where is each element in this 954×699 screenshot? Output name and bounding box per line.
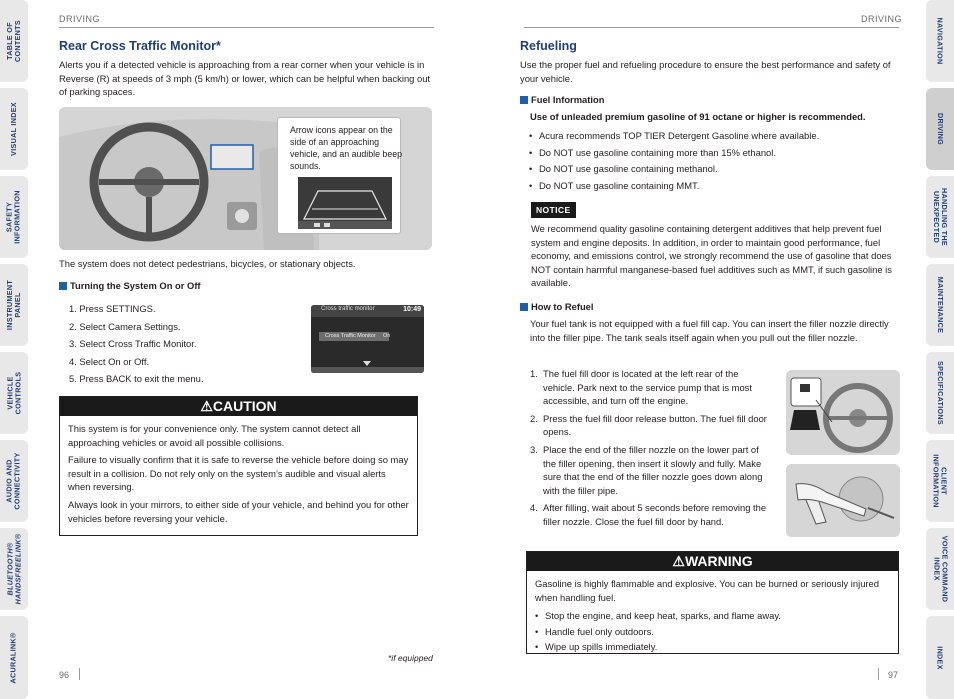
refuel-step-text: Place the end of the filler nozzle on the lower part of the filler opening, then insert it slowly and fully. Make sure that the end of the filler nozzle goes down along with the filler pipe. (543, 443, 763, 496)
footnote: *if equipped (388, 653, 433, 663)
left-tab-2[interactable] (0, 176, 28, 258)
fuel-info-subhead-text: Fuel Information (531, 94, 605, 105)
caution-paragraph: This system is for your convenience only. The system cannot detect all approaching vehicles or avoid all possible collisions. (68, 423, 361, 448)
how-to-refuel-intro: Your fuel tank is not equipped with a fuel fill cap. You can insert the filler nozzle directly into the filler pipe. The tank seals itself again when you pull out the filler nozzle. (530, 318, 889, 343)
right-tab-label: INDEX (936, 645, 945, 670)
right-tab-label: MAINTENANCE (936, 276, 945, 334)
refuel-step (530, 443, 768, 497)
rctm-callout (277, 117, 401, 234)
refuel-step-number: 2. (530, 412, 538, 424)
how-to-refuel-subhead (520, 301, 594, 312)
right-tab-label: DRIVING (936, 112, 945, 146)
left-tab-label: VISUAL INDEX (9, 102, 19, 156)
screen-title: Cross traffic monitor (321, 306, 375, 312)
left-tab-7[interactable] (0, 616, 28, 699)
fuel-door-button-image (786, 370, 900, 455)
warning-bullet: • Wipe up spills immediately. (535, 639, 890, 654)
warning-bullets (535, 608, 890, 654)
turning-step: 2. Select Camera Settings. (69, 320, 181, 332)
turning-steps (69, 300, 203, 388)
refueling-title: Refueling (520, 39, 577, 53)
right-tab-1[interactable] (926, 88, 954, 170)
filler-nozzle-image (786, 464, 900, 537)
rctm-title: Rear Cross Traffic Monitor* (59, 39, 221, 53)
caution-paragraph: Always look in your mirrors, to either side of your vehicle, and behind you for other vehicles before reversing your vehicle. (68, 498, 409, 524)
right-tab-4[interactable] (926, 352, 954, 434)
screen-value: On (383, 333, 391, 339)
warning-label: ⚠WARNING (527, 552, 898, 571)
fuel-recommendation: Use of unleaded premium gasoline of 91 octane or higher is recommended. (530, 111, 866, 122)
turning-step: 3. Select Cross Traffic Monitor. (69, 338, 197, 350)
fuel-bullets (529, 128, 819, 194)
right-tab-6[interactable] (926, 528, 954, 610)
turning-step: 4. Select On or Off. (69, 355, 150, 367)
nozzle-illustration (786, 464, 900, 537)
refuel-step-text: After filling, wait about 5 seconds before removing the filler nozzle. Close the fuel fill door by hand. (543, 502, 767, 527)
right-page-number: 97 (888, 670, 899, 680)
settings-screen-image (311, 305, 424, 373)
fuel-bullet: • Do NOT use gasoline containing methanol. (529, 161, 819, 178)
right-tab-label: HANDLING THE UNEXPECTED (932, 188, 949, 246)
left-tab-label: VEHICLE CONTROLS (5, 371, 23, 415)
left-tab-4[interactable] (0, 352, 28, 434)
left-tab-label: INSTRUMENT PANEL (5, 279, 22, 331)
fuel-bullet: • Do NOT use gasoline containing MMT. (529, 178, 819, 195)
section-marker-icon (59, 282, 67, 290)
left-tab-label: SAFETY INFORMATION (5, 190, 23, 244)
warning-body (527, 571, 898, 654)
warning-bullet: • Stop the engine, and keep heat, sparks, and flame away. (535, 608, 890, 623)
refuel-steps (530, 367, 768, 533)
caution-body (60, 416, 417, 525)
rear-camera-view (298, 177, 392, 229)
no-detect-note: The system does not detect pedestrians, bicycles, or stationary objects. (59, 258, 356, 269)
left-tab-label: BLUETOOTH® HANDSFREELINK® (5, 533, 22, 605)
right-section-tabs (926, 0, 954, 699)
section-marker-icon (520, 303, 528, 311)
rctm-intro: Alerts you if a detected vehicle is approaching from a rear corner when your vehicle is in Reverse (R) at speeds of 3 mph (5 km/h) or lower, which can be helpful when backing out of parking spaces. (59, 59, 431, 98)
how-to-refuel-subhead-text: How to Refuel (531, 301, 594, 312)
right-tab-label: SPECIFICATIONS (936, 361, 945, 425)
right-page-divider (878, 668, 879, 680)
left-tab-label: AUDIO AND CONNECTIVITY (5, 452, 22, 510)
refuel-step (530, 367, 768, 408)
refuel-step-number: 1. (530, 368, 538, 379)
left-tab-5[interactable] (0, 440, 28, 522)
turning-step: 1. Press SETTINGS. (69, 303, 156, 314)
scroll-down-icon (363, 361, 371, 366)
left-running-head: DRIVING (59, 14, 101, 24)
refuel-step-number: 4. (530, 502, 538, 514)
callout-text: Arrow icons appear on the side of an approaching vehicle, and an audible beep sounds. (290, 125, 403, 171)
fuel-door-illustration (786, 370, 900, 455)
fuel-bullet: • Do NOT use gasoline containing more than 15% ethanol. (529, 145, 819, 162)
left-header-rule (59, 27, 434, 28)
refueling-intro: Use the proper fuel and refueling procedure to ensure the best performance and safety of your vehicle. (520, 59, 891, 84)
refuel-step (530, 501, 768, 528)
left-tab-3[interactable] (0, 264, 28, 346)
right-running-head: DRIVING (861, 14, 903, 24)
left-tab-1[interactable] (0, 88, 28, 170)
section-marker-icon (520, 96, 528, 104)
left-tab-label: TABLE OF CONTENTS (5, 20, 22, 62)
fuel-info-subhead (520, 94, 604, 105)
fuel-bullet: • Acura recommends TOP TIER Detergent Gasoline where available. (529, 128, 819, 145)
warning-box (526, 551, 899, 654)
right-tab-5[interactable] (926, 440, 954, 522)
right-tab-label: CLIENT INFORMATION (932, 454, 950, 508)
right-tab-7[interactable] (926, 616, 954, 699)
warning-bullet: • Handle fuel only outdoors. (535, 624, 890, 639)
left-section-tabs (0, 0, 28, 699)
right-tab-2[interactable] (926, 176, 954, 258)
refuel-step-number: 3. (530, 443, 538, 455)
refuel-step-text: The fuel fill door is located at the left rear of the vehicle. Park next to the service pump that is most accessible, and turn off the engine. (543, 368, 752, 407)
turning-step: 5. Press BACK to exit the menu. (69, 373, 204, 385)
left-tab-label: ACURALINK® (9, 631, 18, 684)
notice-text: We recommend quality gasoline containing detergent additives that help prevent fuel system and engine deposits. In addition, in order to maintain good performance, fuel economy, and emissions control, we strongly recommend the use of gasoline that does NOT contain harmful manganese-based fuel additives such as MMT, if such gasoline is available. (531, 223, 892, 289)
refuel-step-text: Press the fuel fill door release button. The fuel fill door opens. (543, 412, 767, 438)
turning-subhead (59, 280, 201, 291)
turning-subhead-text: Turning the System On or Off (70, 280, 201, 291)
left-tab-0[interactable] (0, 0, 28, 82)
screen-item: Cross Traffic Monitor (325, 333, 376, 339)
left-page-divider (79, 668, 80, 680)
right-header-rule (524, 27, 899, 28)
notice-label: NOTICE (531, 202, 576, 218)
caution-paragraph: Failure to visually confirm that it is safe to reverse the vehicle before doing so may result in a collision. Do not rely only on the system’s audible and visual alerts when reversing. (68, 454, 409, 493)
caution-label: ⚠CAUTION (60, 397, 417, 416)
caution-box (59, 396, 418, 536)
screen-time: 10:49 (403, 306, 421, 313)
right-tab-3[interactable] (926, 264, 954, 346)
left-tab-6[interactable] (0, 528, 28, 610)
warning-intro: Gasoline is highly flammable and explosive. You can be burned or seriously injured when handling fuel. (535, 578, 879, 603)
left-page-number: 96 (59, 670, 70, 680)
refuel-step (530, 412, 768, 439)
right-tab-label: NAVIGATION (936, 17, 945, 65)
right-tab-0[interactable] (926, 0, 954, 82)
right-tab-label: VOICE COMMAND INDEX (932, 535, 949, 603)
